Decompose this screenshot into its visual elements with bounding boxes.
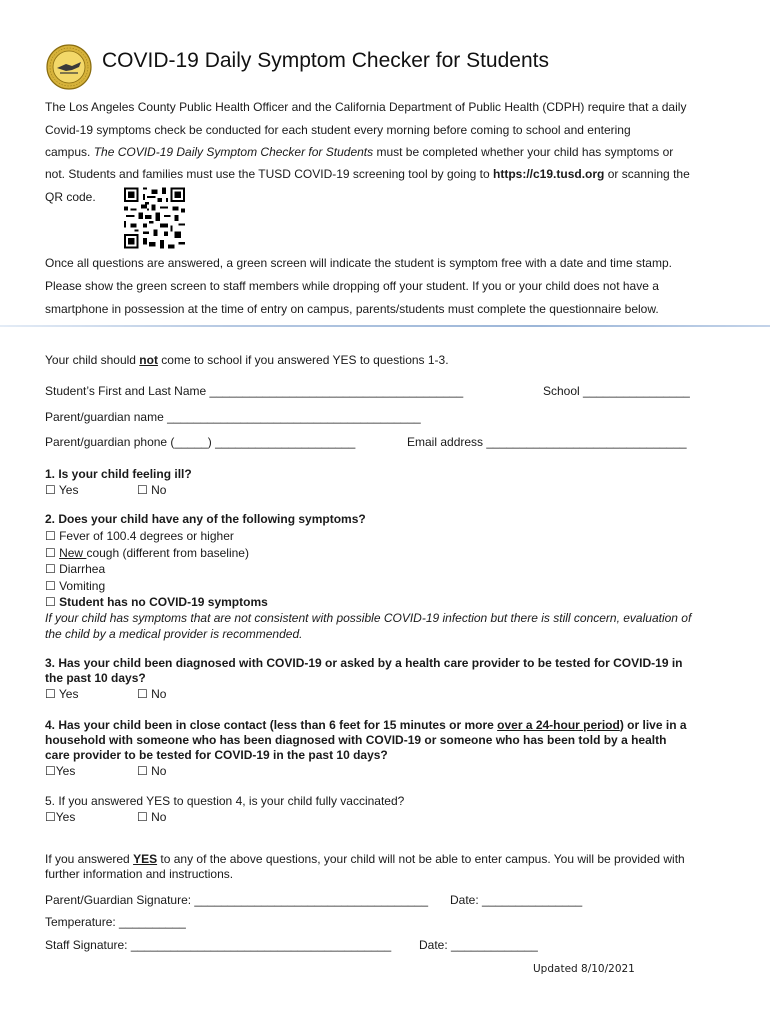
email-field[interactable]: Email address ______________________________ xyxy=(407,435,687,449)
student-name-field[interactable]: Student’s First and Last Name ______________________________________ xyxy=(45,384,464,398)
q1-no-checkbox[interactable]: ☐ No xyxy=(137,483,167,497)
q2-no-symptoms-checkbox[interactable] xyxy=(45,596,268,608)
q2-note-line-1: If your child has symptoms that are not consistent with possible COVID-19 infection but there is still concern, evaluation of xyxy=(45,611,692,625)
q5-yes-checkbox[interactable]: ☐Yes xyxy=(45,810,76,824)
staff-signature-field[interactable]: Staff Signature: _______________________________________ xyxy=(45,938,392,952)
q1-yes-checkbox[interactable]: ☐ Yes xyxy=(45,483,79,497)
intro-line-2: Covid-19 symptoms check be conducted for each student every morning before coming to school and entering xyxy=(45,123,631,137)
q2-vomiting-checkbox[interactable]: ☐ Vomiting xyxy=(45,579,106,593)
q2-cough-checkbox[interactable] xyxy=(45,547,249,559)
district-seal-logo xyxy=(46,44,92,90)
q4-yes-checkbox[interactable]: ☐Yes xyxy=(45,764,76,778)
q2-cough-box: ☐ xyxy=(45,546,60,560)
intro-line-4-start: not. Students and families must use the TUSD COVID-19 screening tool by going to xyxy=(45,167,494,181)
q2-diarrhea-checkbox[interactable]: ☐ Diarrhea xyxy=(45,562,106,576)
page-title: COVID-19 Daily Symptom Checker for Students xyxy=(102,49,549,72)
q2-fever-checkbox[interactable]: ☐ Fever of 100.4 degrees or higher xyxy=(45,529,234,543)
parent-phone-field[interactable]: Parent/guardian phone (_____) _____________________ xyxy=(45,435,356,449)
closing-yes: YES xyxy=(133,852,158,866)
instructions xyxy=(45,354,449,366)
closing-line-2: further information and instructions. xyxy=(45,867,234,881)
staff-date-field[interactable]: Date: _____________ xyxy=(419,938,538,952)
q5-no-checkbox[interactable]: ☐ No xyxy=(137,810,167,824)
q1-question: 1. Is your child feeling ill? xyxy=(45,467,192,481)
q4-question-line-1 xyxy=(45,719,687,731)
q4-no-checkbox[interactable]: ☐ No xyxy=(137,764,167,778)
screening-link[interactable]: https://c19.tusd.org xyxy=(493,167,605,181)
parent-name-field[interactable]: Parent/guardian name ______________________________________ xyxy=(45,410,421,424)
q4-line-1-underlined: over a 24-hour period xyxy=(497,718,620,732)
closing-line-1 xyxy=(45,853,685,865)
closing-end: to any of the above questions, your child will not be able to enter campus. You will be provided with xyxy=(157,852,685,866)
intro-line-5: QR code. xyxy=(45,190,96,204)
q2-question: 2. Does your child have any of the following symptoms? xyxy=(45,512,366,526)
instructions-not: not xyxy=(139,353,158,367)
q4-question-line-3: care provider to be tested for COVID-19 in the past 10 days? xyxy=(45,748,388,762)
q4-question-line-2: household with someone who has been diagnosed with COVID-19 or someone who has been told by a health xyxy=(45,733,667,747)
intro-line-4-end: or scanning the xyxy=(604,167,690,181)
section-divider xyxy=(0,325,770,327)
after-qr-line-2: Please show the green screen to staff members while dropping off your student. If you or your child does not have a xyxy=(45,279,659,293)
q4-line-1-start: 4. Has your child been in close contact (less than 6 feet for 15 minutes or more xyxy=(45,718,498,732)
closing-start: If you answered xyxy=(45,852,134,866)
q5-question: 5. If you answered YES to question 4, is your child fully vaccinated? xyxy=(45,794,405,808)
after-qr-line-1: Once all questions are answered, a green screen will indicate the student is symptom free with a date and time stamp. xyxy=(45,256,672,270)
q2-cough-label: cough (different from baseline) xyxy=(86,546,249,560)
intro-line-4 xyxy=(45,168,690,180)
intro-line-3 xyxy=(45,146,673,158)
q4-line-1-end: ) or live in a xyxy=(619,718,687,732)
q3-question-line-1: 3. Has your child been diagnosed with COVID-19 or asked by a health care provider to be tested for COVID-19 in xyxy=(45,656,683,670)
q3-yes-checkbox[interactable]: ☐ Yes xyxy=(45,687,79,701)
q2-note-line-2: the child by a medical provider is recommended. xyxy=(45,627,303,641)
qr-code-icon[interactable] xyxy=(124,187,185,249)
instructions-end: come to school if you answered YES to questions 1-3. xyxy=(157,353,449,367)
temperature-field[interactable]: Temperature: __________ xyxy=(45,915,186,929)
q3-no-checkbox[interactable]: ☐ No xyxy=(137,687,167,701)
intro-line-3-end: must be completed whether your child has symptoms or xyxy=(373,145,674,159)
q3-question-line-2: the past 10 days? xyxy=(45,671,146,685)
updated-date: Updated 8/10/2021 xyxy=(533,963,635,975)
intro-line-1: The Los Angeles County Public Health Officer and the California Department of Public Health (CDPH) require that a daily xyxy=(45,100,687,114)
school-field[interactable]: School ________________ xyxy=(543,384,690,398)
q2-no-symptoms-box: ☐ xyxy=(45,595,60,609)
instructions-start: Your child should xyxy=(45,353,140,367)
intro-form-name: The COVID-19 Daily Symptom Checker for Students xyxy=(93,145,374,159)
parent-signature-field[interactable]: Parent/Guardian Signature: ___________________________________ xyxy=(45,893,429,907)
q2-cough-new: New xyxy=(59,546,87,560)
intro-line-3-start: campus. xyxy=(45,145,94,159)
after-qr-line-3: smartphone in possession at the time of entry on campus, parents/students must complete the questionnaire below. xyxy=(45,302,659,316)
q2-no-symptoms-label: Student has no COVID-19 symptoms xyxy=(59,595,268,609)
parent-date-field[interactable]: Date: _______________ xyxy=(450,893,583,907)
